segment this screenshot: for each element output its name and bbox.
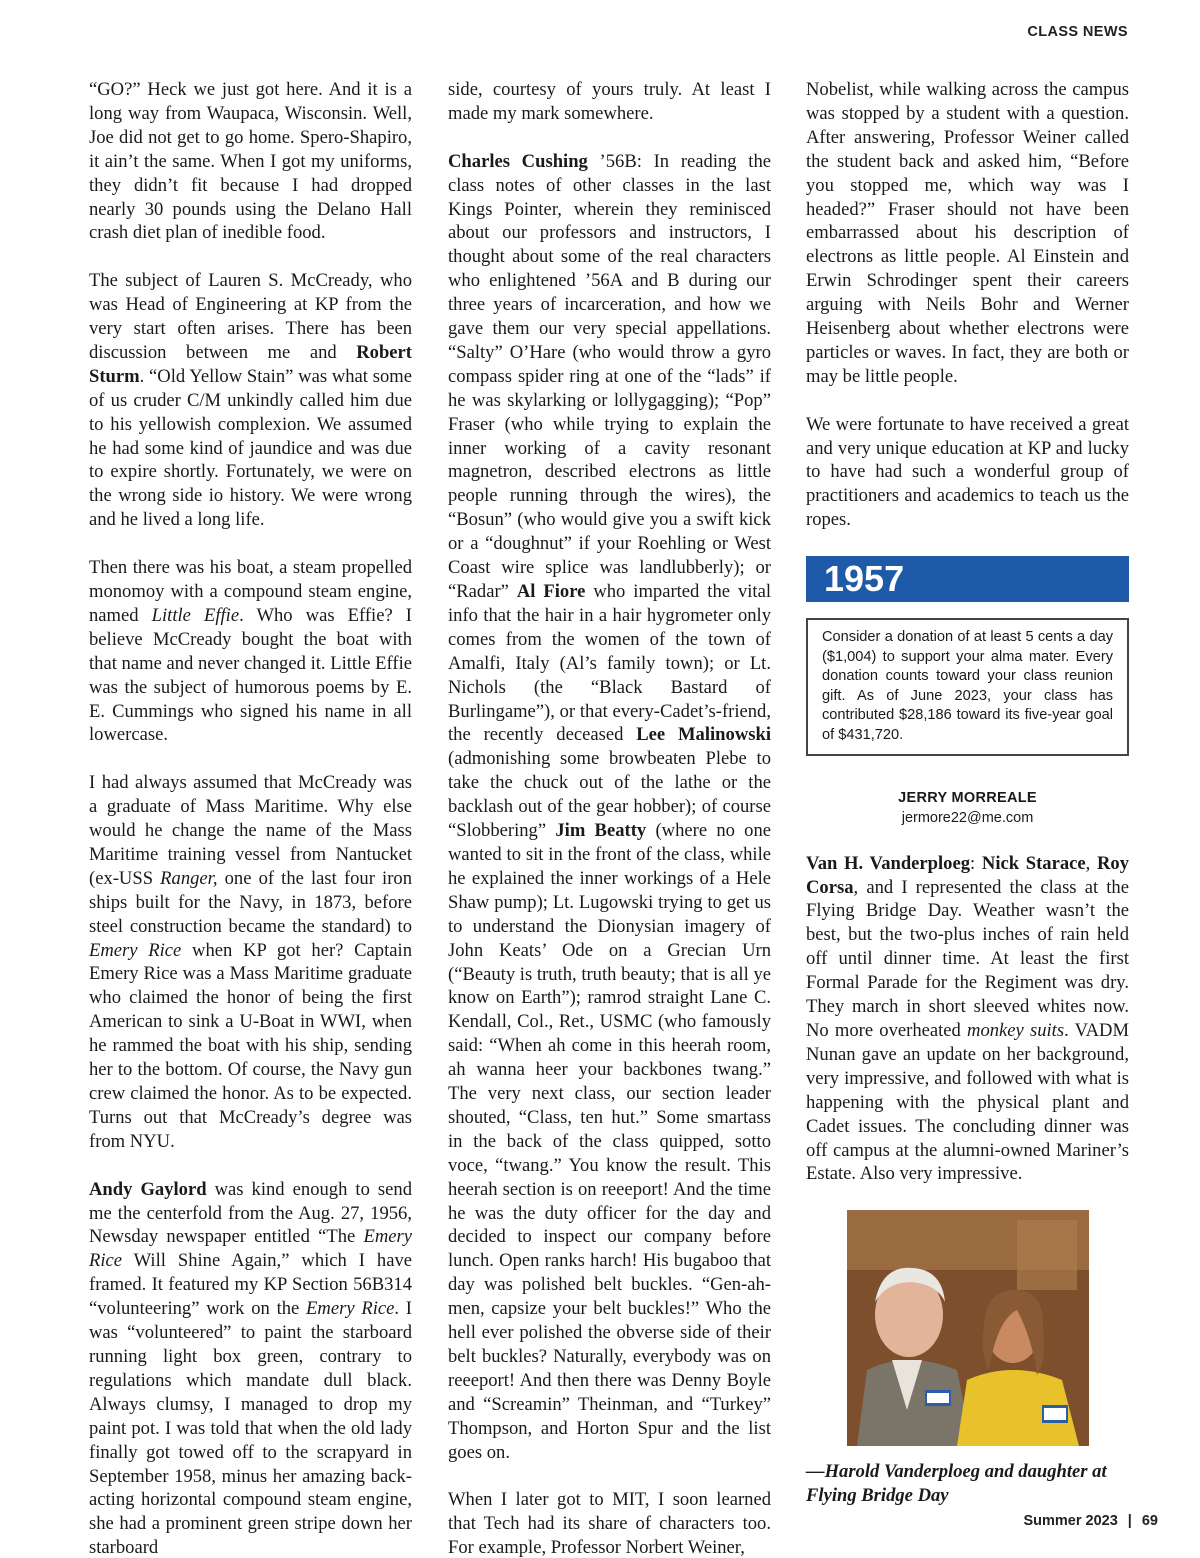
boat-name: Little Effie xyxy=(151,604,240,626)
person-name: Nick Starace xyxy=(981,852,1086,874)
donation-notice: Consider a donation of at least 5 cents a day ($1,004) to support your alma mater. Every donation counts toward your class reunion gift. As of June 2023, your class has contributed $28,186 toward its five-year goal of $431,720. xyxy=(806,618,1129,756)
text: I had always assumed that McCready was a graduate of Mass Maritime. Why else would he change the name of the Mass Maritime training vessel from Nantucket (ex-USS xyxy=(89,772,412,889)
person-name: Lee Malinowski xyxy=(636,724,771,746)
ship-name: Ranger, xyxy=(160,867,218,889)
page-footer xyxy=(1023,1513,1158,1529)
paragraph xyxy=(806,413,1129,533)
text: was kind enough to send me the centerfold from the Aug. 27, 1956, Newsday newspaper entitled “The xyxy=(89,1178,413,1248)
text: (where no one wanted to sit in the front of the class, while he explained the inner workings of a Hele Shaw pump); Lt. Lugowski trying to get us to understand the Dionysian imagery of John Keats’ Ode on a Grecian Urn (“Beauty is truth, truth beauty; that is all ye know on Earth”); ramrod straight Lane C. Kendall, Col., Ret., USMC (who famously said: “When ah come in this heerah room, ah wanna heer your backbones twang.” The very next class, our section leader shouted, “Class, ten hut.” Some smartass in the back of the class quipped, sotto voce, “twang.” You know the result. This heerah section is on reeeport! And the time he was the duty officer for the day and decided to inspect our company before lunch. Open ranks harch! His bugaboo that day was polished belt buckles. “Gen-ah-men, capsize your belt buckles!” Who the hell ever polished the obverse side of their belt buckles? Naturally, everybody was on reeeport! And then there was Denny Boyle and “Screamin” Theinman, and “Turkey” Thompson, and Horton Spur and the list goes on. xyxy=(448,820,772,1463)
text: . I was “volunteered” to paint the starboard running light box green, contrary to regulations which mandate dull black. Always clumsy, I managed to drop my paint pot. I was told that when the old lady finally got towed off to the scrapyard in September 1958, minus her amazing back-acting horizontal compound steam engine, she had a prominent green stripe down her starboard xyxy=(89,1298,412,1558)
person-name: Al Fiore xyxy=(516,581,586,603)
person-name: Van H. Vanderploeg xyxy=(806,852,971,874)
paragraph xyxy=(448,78,771,126)
italic-phrase: monkey suits xyxy=(967,1020,1065,1041)
class-correspondent xyxy=(806,788,1129,828)
paragraph xyxy=(89,556,412,747)
column-3 xyxy=(806,78,1129,1508)
person-name: Robert Sturm xyxy=(89,341,412,387)
person-name: Jim Beatty xyxy=(555,820,647,842)
paragraph xyxy=(89,269,412,532)
text: Will Shine Again,” which I have framed. It featured my KP Section 56B314 “volunteering” work on the xyxy=(89,1250,412,1320)
text: We were fortunate to have received a great and very unique education at KP and lucky to have had such a wonderful group of practitioners and academics to teach us the ropes. xyxy=(806,413,1129,531)
class-year-banner: 1957 xyxy=(806,556,1129,602)
photo-illustration xyxy=(847,1210,1089,1446)
paragraph xyxy=(448,1488,771,1558)
text: . VADM Nunan gave an update on her background, very impressive, and followed with what is happening with the physical plant and Cadet issues. The concluding dinner was off campus at the alumni-owned Mariner’s Estate. Also very impressive. xyxy=(806,1020,1129,1185)
column-1 xyxy=(89,78,412,1558)
text: , xyxy=(1085,852,1097,874)
text: . “Old Yellow Stain” was what some of us cruder C/M unkindly called him due to his yellowish complexion. We assumed he had some kind of jaundice and was due to expire shortly. Fortunately, we were on the wrong side io history. We were wrong and he lived a long life. xyxy=(89,365,412,531)
paragraph xyxy=(448,150,771,1465)
section-header: CLASS NEWS xyxy=(1027,24,1128,40)
text: “GO?” Heck we just got here. And it is a long way from Waupaca, Wisconsin. Well, Joe did not get to go home. Spero-Shapiro, it ain’t the same. When I got my uniforms, they didn’t fit because I had dropped nearly 30 pounds using the Delano Hall crash diet plan of inedible food. xyxy=(89,79,412,244)
text: (admonishing some browbeaten Plebe to take the chuck out of the lathe or the backlash out of the gear hobber); of course “Slobbering” xyxy=(448,748,771,842)
paragraph xyxy=(89,1178,412,1558)
text: Then there was his boat, a steam propelled monomoy with a compound steam engine, named xyxy=(89,557,412,626)
text: when KP got her? Captain Emery Rice was a Mass Maritime graduate who claimed the honor of being the first American to sink a U-Boat in WWI, when he rammed the boat with his ship, sending her to the bottom. Of course, the Navy gun crew claimed the honor. As to be expected. Turns out that McCready’s degree was from NYU. xyxy=(89,939,412,1152)
text: Nobelist, while walking across the campus was stopped by a student with a question. After answering, Professor Weiner called the student back and asked him, “Before you stopped me, which way was I headed?” Fraser should not have been embarrassed about his description of electrons as little people. Al Einstein and Erwin Schrodinger spent their careers arguing with Neils Bohr and Werner Heisenberg about whether electrons were particles or waves. In fact, they are both or may be little people. xyxy=(806,79,1129,387)
paragraph xyxy=(806,78,1129,389)
correspondent-email[interactable]: jermore22@me.com xyxy=(901,809,1034,826)
person-name: Andy Gaylord xyxy=(89,1178,207,1200)
issue-label: Summer 2023 xyxy=(1023,1513,1118,1529)
text: When I later got to MIT, I soon learned that Tech had its share of characters too. For example, Professor Norbert Weiner, xyxy=(448,1489,771,1558)
text: , and I represented the class at the Flying Bridge Day. Weather wasn’t the best, but the two-plus inches of rain held off until dinner time. At least the first Formal Parade for the Regiment was dry. They march in short sleeved whites now. No more overheated xyxy=(806,876,1129,1041)
ship-name: Emery Rice xyxy=(306,1298,395,1320)
person-name: Charles Cushing xyxy=(448,150,588,172)
text: one of the last four iron ships built for the Navy, in 1873, before steel construction became the standard) to xyxy=(89,867,412,937)
ship-name: Emery Rice xyxy=(89,939,182,961)
column-2 xyxy=(448,78,771,1558)
page-number: 69 xyxy=(1141,1513,1158,1529)
text: : xyxy=(970,852,982,874)
event-photo xyxy=(847,1210,1089,1446)
correspondent-name: JERRY MORREALE xyxy=(898,789,1037,806)
paragraph xyxy=(89,78,412,245)
photo-caption: —Harold Vanderploeg and daughter at Flying Bridge Day xyxy=(806,1461,1107,1507)
text: . Who was Effie? I believe McCready bought the boat with that name and never changed it. Little Effie was the subject of humorous poems by E. E. Cummings who signed his name in all lowercase. xyxy=(89,604,412,746)
paragraph xyxy=(806,852,1129,1187)
text: ’56B: In reading the class notes of other classes in the last Kings Pointer, wherein they reminisced about our professors and instructors, I thought about some of the real characters who enlightened ’56A and B during our three years of incarceration, and how we gave them our very special appellations. “Salty” O’Hare (who would throw a gyro compass spider ring at one of the “lads” if he was skylarking or lollygagging); “Pop” Fraser (who while trying to explain the inner working of a cavity resonant magnetron, described electrons as little people running through the wires), the “Bosun” (who would give you a swift kick or a “doughnut” if your Roehling or West Coast wire splice was landlubberly); or “Radar” xyxy=(448,150,771,603)
text: side, courtesy of yours truly. At least I made my mark somewhere. xyxy=(448,79,771,124)
ship-name: Emery Rice xyxy=(89,1226,412,1272)
person-name: Roy Corsa xyxy=(806,852,1129,898)
text: The subject of Lauren S. McCready, who was Head of Engineering at KP from the very start often arises. There has been discussion between me and xyxy=(89,270,412,363)
text: who imparted the vital info that the hair in a hair hygrometer only comes from the women of the town of Amalfi, Italy (Al’s family town); or Lt. Nichols (the “Black Bastard of Burlingame”), or that every-Cadet’s-friend, the recently deceased xyxy=(448,581,771,746)
paragraph xyxy=(89,771,412,1154)
footer-separator: | xyxy=(1127,1513,1132,1529)
